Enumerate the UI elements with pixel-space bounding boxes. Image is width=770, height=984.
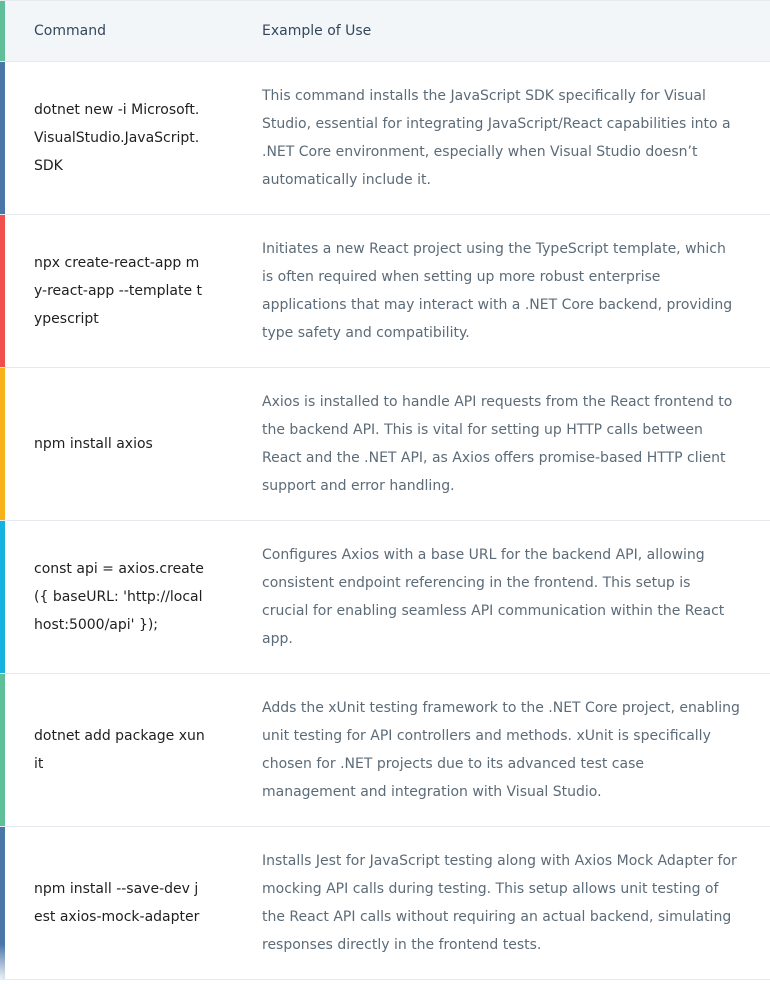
example-column-header: Example of Use (262, 23, 372, 39)
example-cell: This command installs the JavaScript SDK specifically for Visual Studio, essential for integrating JavaScript/React capabilities into a .NET Core environment, especially when Visual Studio doesn’t automatically include it. (262, 88, 731, 188)
table-row (0, 62, 770, 215)
row-accent-bar (0, 62, 5, 214)
table-header-row (0, 1, 770, 62)
table-row (0, 521, 770, 674)
command-cell: const api = axios.create({ baseURL: 'http://localhost:5000/api' }); (34, 561, 204, 633)
row-accent-bar (0, 674, 5, 826)
command-column-header: Command (34, 23, 106, 39)
row-accent-bar (0, 521, 5, 673)
command-cell: dotnet add package xunit (34, 728, 205, 772)
command-cell: dotnet new -i Microsoft.VisualStudio.JavaScript.SDK (34, 102, 200, 174)
table-row (0, 674, 770, 827)
row-accent-bar (0, 827, 5, 979)
table-row (0, 215, 770, 368)
command-cell: npx create-react-app my-react-app --template typescript (34, 255, 203, 327)
command-cell: npm install --save-dev jest axios-mock-adapter (34, 881, 200, 925)
example-cell: Configures Axios with a base URL for the backend API, allowing consistent endpoint referencing in the frontend. This setup is crucial for enabling seamless API communication within the React app. (262, 547, 725, 647)
row-accent-bar (0, 215, 5, 367)
command-cell: npm install axios (34, 436, 153, 452)
table-row (0, 827, 770, 980)
header-accent-bar (0, 1, 5, 61)
example-cell: Initiates a new React project using the TypeScript template, which is often required when setting up more robust enterprise applications that may interact with a .NET Core backend, providing type safety and compatibility. (262, 241, 733, 341)
row-accent-bar (0, 368, 5, 520)
example-cell: Installs Jest for JavaScript testing along with Axios Mock Adapter for mocking API calls during testing. This setup allows unit testing of the React API calls without requiring an actual backend, simulating responses directly in the frontend tests. (262, 853, 737, 953)
example-cell: Adds the xUnit testing framework to the .NET Core project, enabling unit testing for API controllers and methods. xUnit is specifically chosen for .NET projects due to its advanced test case management and integration with Visual Studio. (262, 700, 740, 800)
example-cell: Axios is installed to handle API requests from the React frontend to the backend API. This is vital for setting up HTTP calls between React and the .NET API, as Axios offers promise-based HTTP client support and error handling. (262, 394, 733, 494)
table-row (0, 368, 770, 521)
